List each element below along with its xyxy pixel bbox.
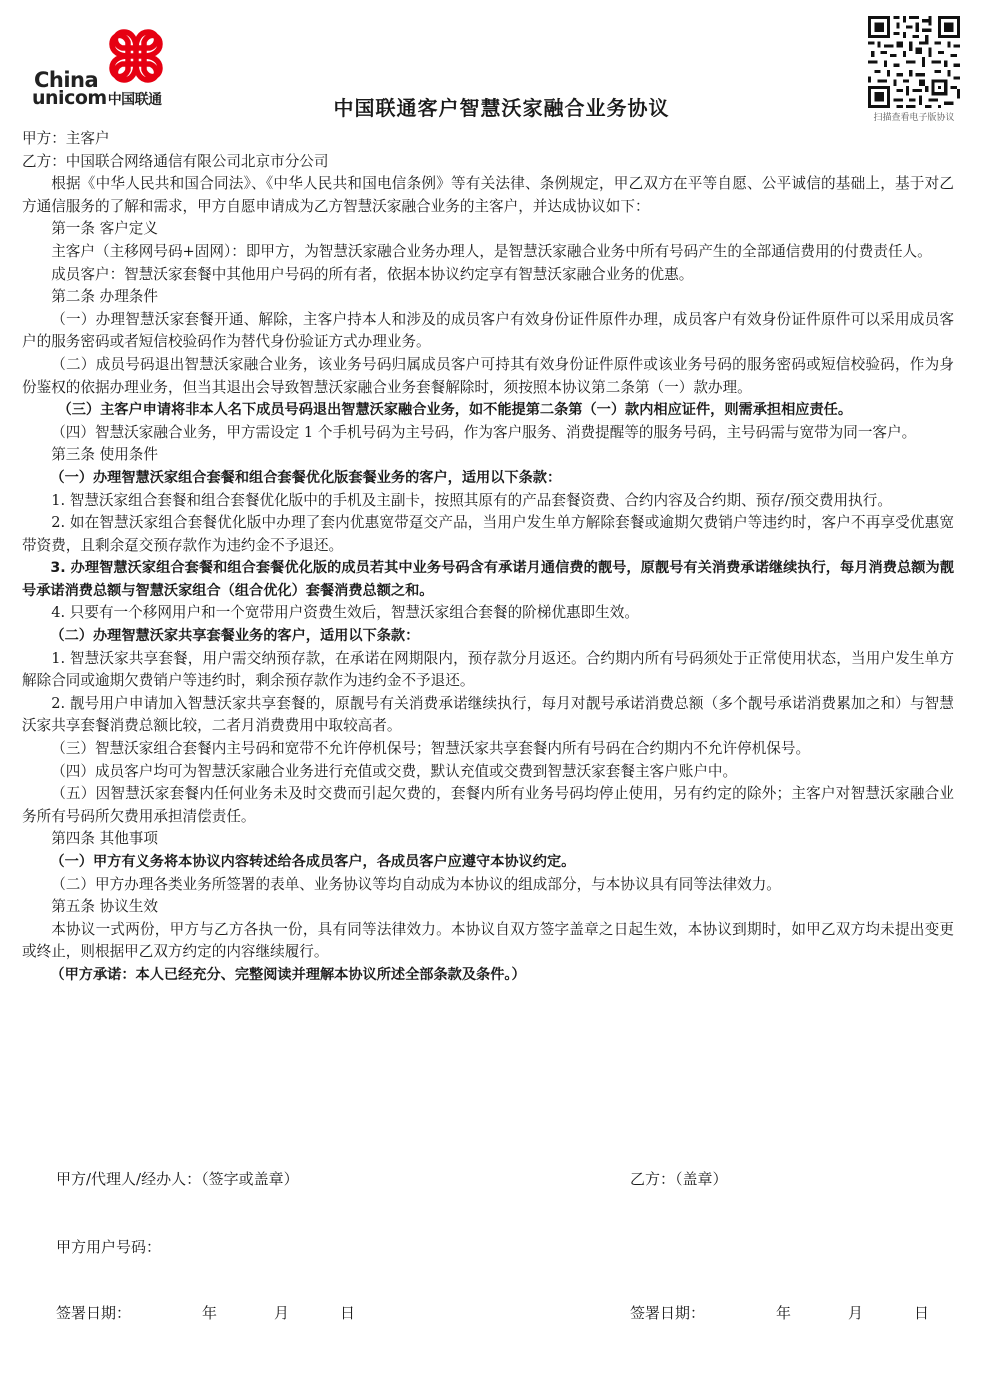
party-a-sign-date xyxy=(56,1302,355,1323)
clause-paragraph: 根据《中华人民共和国合同法》、《中华人民共和国电信条例》等有关法律、条例规定，甲乙双方在平等自愿、公平诚信的基础上，基于对乙方通信服务的了解和需求，甲方自愿申请成为乙方智慧沃家融合业务的主客户，并达成协议如下： xyxy=(22,175,954,215)
date-day: 日 xyxy=(340,1304,356,1322)
clause-paragraph: 第一条 客户定义 xyxy=(51,220,158,238)
document-title: 中国联通客户智慧沃家融合业务协议 xyxy=(333,96,670,120)
clause-paragraph: （甲方承诺：本人已经充分、完整阅读并理解本协议所述全部条款及条件。） xyxy=(50,966,526,983)
date-day: 日 xyxy=(914,1304,930,1322)
clause-paragraph: 1. 智慧沃家共享套餐，用户需交纳预存款，在承诺在网期限内，预存款分月返还。合约期内所有号码须处于正常使用状态，当用户发生单方解除合同或逾期欠费销户等违约时，剩余预存款作为违约金不予退还。 xyxy=(22,649,954,690)
clause-paragraph: （一）办理智慧沃家套餐开通、解除，主客户持本人和涉及的成员客户有效身份证件原件办理，成员客户有效身份证件原件可以采用成员客户的服务密码或者短信校验码作为替代身份验证方式办理业务。 xyxy=(22,310,954,351)
date-label: 签署日期： xyxy=(56,1304,132,1322)
unicom-knot-icon xyxy=(104,24,168,88)
qr-caption: 扫描查看电子版协议 xyxy=(873,113,955,123)
clause-paragraph: 本协议一式两份，甲方与乙方各执一份，具有同等法律效力。本协议自双方签字盖章之日起生效，本协议到期时，如甲乙双方均未提出变更或终止，则根据甲乙双方约定的内容继续履行。 xyxy=(22,920,954,961)
clause-paragraph: （四）智慧沃家融合业务，甲方需设定 1 个手机号码为主号码，作为客户服务、消费提醒等的服务号码，主号码需与宽带为同一客户。 xyxy=(51,423,917,441)
clause-paragraph: 1. 智慧沃家组合套餐和组合套餐优化版中的手机及主副卡，按照其原有的产品套餐资费、合约内容及合约期、预存/预交费用执行。 xyxy=(51,491,892,509)
clause-paragraph: 4. 只要有一个移网用户和一个宽带用户资费生效后，智慧沃家组合套餐的阶梯优惠即生效。 xyxy=(51,604,639,622)
clause-paragraph: 主客户（主移网号码+固网）：即甲方，为智慧沃家融合业务办理人，是智慧沃家融合业务中所有号码产生的全部通信费用的付费责任人。 xyxy=(51,242,932,260)
clause-paragraph: （三）主客户申请将非本人名下成员号码退出智慧沃家融合业务，如不能提第二条第（一）款内相应证件，则需承担相应责任。 xyxy=(57,402,853,419)
agreement-body xyxy=(22,128,954,987)
party-b-sign-date xyxy=(630,1302,929,1323)
clause-paragraph: 第四条 其他事项 xyxy=(51,830,158,848)
clause-paragraph: 成员客户：智慧沃家套餐中其他用户号码的所有者，依据本协议约定享有智慧沃家融合业务的优惠。 xyxy=(51,265,694,283)
date-month: 月 xyxy=(274,1304,290,1322)
logo-text-cn: 中国联通 xyxy=(107,92,162,108)
clause-paragraph: 2. 如在智慧沃家组合套餐优化版中办理了套内优惠宽带趸交产品，当用户发生单方解除套餐或逾期欠费销户等违约时，客户不再享受优惠宽带资费，且剩余趸交预存款作为违约金不予退还。 xyxy=(22,514,954,554)
clause-paragraph: （一）甲方有义务将本协议内容转述给各成员客户，各成员客户应遵守本协议约定。 xyxy=(50,854,576,870)
clause-paragraph: 第五条 协议生效 xyxy=(51,898,158,916)
date-label: 签署日期： xyxy=(630,1304,706,1322)
date-month: 月 xyxy=(848,1304,864,1322)
clause-paragraph: 乙方：中国联合网络通信有限公司北京市分公司 xyxy=(22,152,329,170)
logo-text-unicom-en: unicom xyxy=(32,87,107,109)
clause-paragraph: 第二条 办理条件 xyxy=(51,288,158,306)
date-year: 年 xyxy=(776,1304,792,1322)
clause-paragraph: （二）办理智慧沃家共享套餐业务的客户，适用以下条款： xyxy=(50,628,420,645)
clause-paragraph: （四）成员客户均可为智慧沃家融合业务进行充值或交费，默认充值或交费到智慧沃家套餐主客户账户中。 xyxy=(51,762,738,780)
clause-paragraph: （二）成员号码退出智慧沃家融合业务，该业务号码归属成员客户可持其有效身份证件原件或该业务号码的服务密码或短信校验码，作为身份鉴权的依据办理业务，但当其退出会导致智慧沃家融合业务套餐解除时，须按照本协议第二条第（一）款办理。 xyxy=(22,355,954,396)
clause-paragraph: 甲方：主客户 xyxy=(22,130,110,147)
clause-paragraph: （一）办理智慧沃家组合套餐和组合套餐优化版套餐业务的客户，适用以下条款： xyxy=(50,469,562,486)
clause-paragraph: 第三条 使用条件 xyxy=(51,446,158,464)
clause-paragraph: 2. 靓号用户申请加入智慧沃家共享套餐的，原靓号有关消费承诺继续执行，每月对靓号承诺消费总额（多个靓号承诺消费累加之和）与智慧沃家共享套餐消费总额比较，二者月消费费用中取较高者。 xyxy=(22,694,954,735)
clause-paragraph: 3. 办理智慧沃家组合套餐和组合套餐优化版的成员若其中业务号码含有承诺月通信费的靓号，原靓号有关消费承诺继续执行，每月消费总额为靓号承诺消费总额与智慧沃家组合（组合优化）套餐消费总额之和。 xyxy=(22,560,954,599)
party-a-signature-label: 甲方/代理人/经办人：（签字或盖章） xyxy=(56,1170,299,1188)
clause-paragraph: （三）智慧沃家组合套餐内主号码和宽带不允许停机保号；智慧沃家共享套餐内所有号码在合约期内不允许停机保号。 xyxy=(51,740,811,758)
date-year: 年 xyxy=(202,1304,218,1322)
party-a-phone-label: 甲方用户号码： xyxy=(56,1238,162,1256)
clause-paragraph: （五）因智慧沃家套餐内任何业务未及时交费而引起欠费的，套餐内所有业务号码均停止使用，另有约定的除外；主客户对智慧沃家融合业务所有号码所欠费用承担清偿责任。 xyxy=(22,785,954,825)
party-b-signature-label: 乙方：（盖章） xyxy=(630,1170,728,1188)
logo-text-china: China xyxy=(34,68,99,92)
clause-paragraph: （二）甲方办理各类业务所签署的表单、业务协议等均自动成为本协议的组成部分，与本协议具有同等法律效力。 xyxy=(51,875,781,893)
